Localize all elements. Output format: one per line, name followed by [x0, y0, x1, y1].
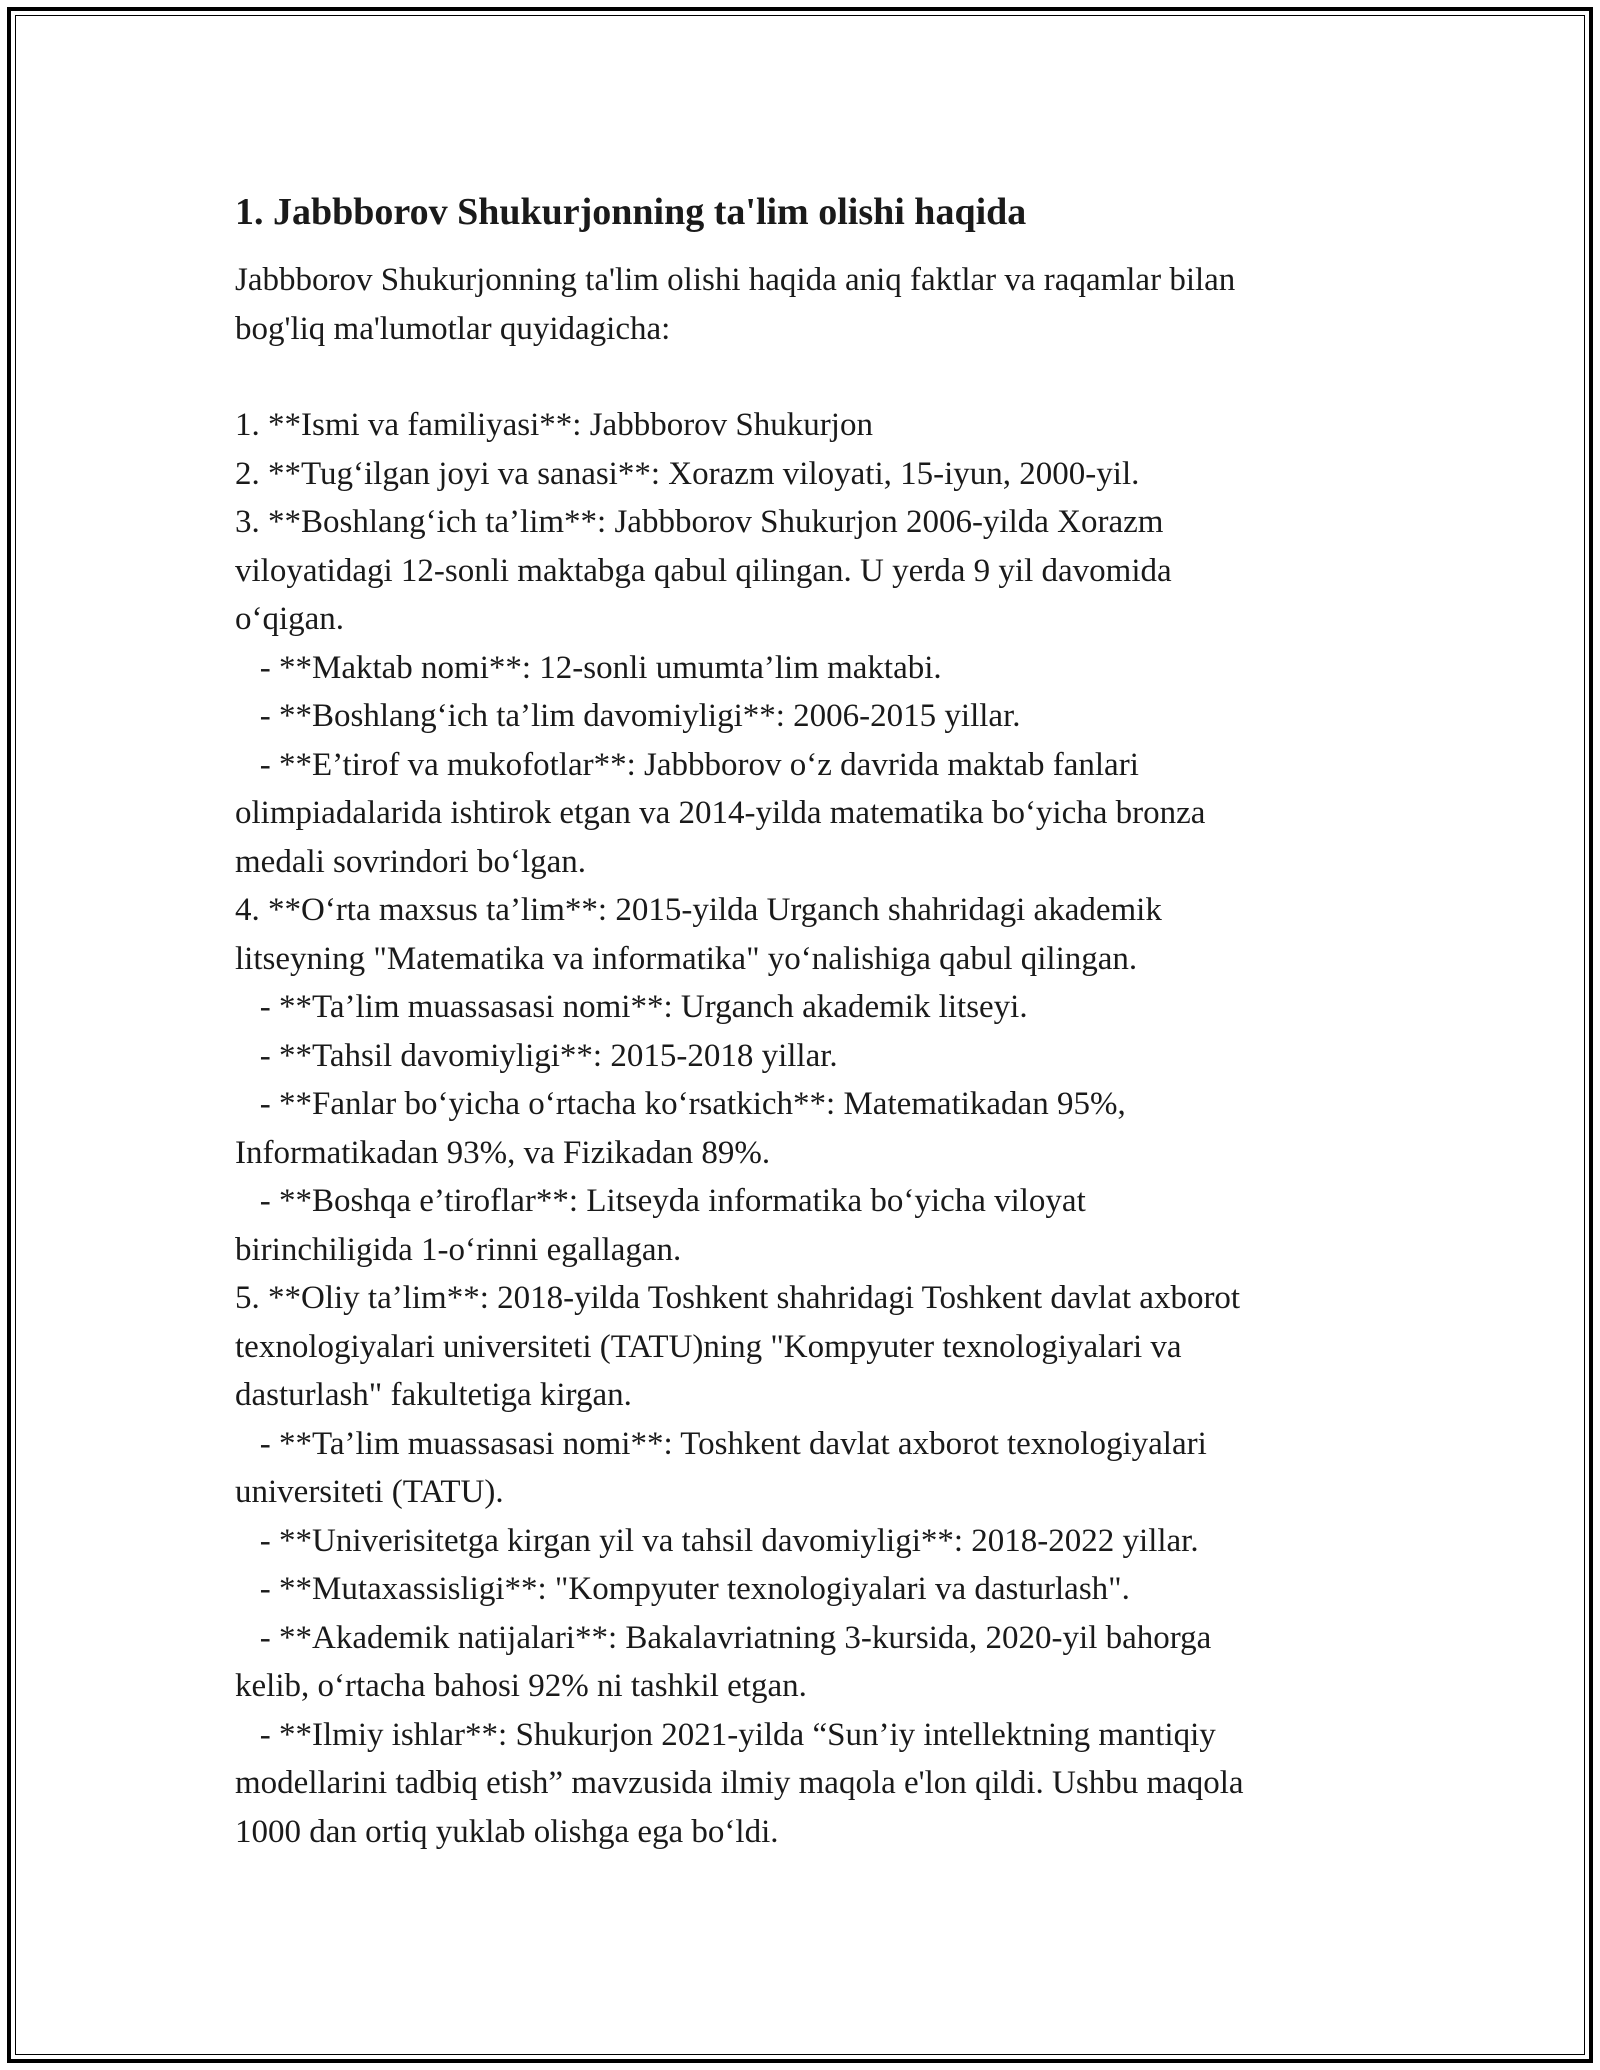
list-line: - **Ta’lim muassasasi nomi**: Toshkent davlat axborot texnologiyalari — [235, 1425, 1207, 1462]
page-title: 1. Jabbborov Shukurjonning ta'lim olishi haqida — [235, 191, 1027, 233]
list-line: 2. **Tug‘ilgan joyi va sanasi**: Xorazm viloyati, 15-iyun, 2000-yil. — [235, 455, 1140, 492]
list-line: - **Mutaxassisligi**: "Kompyuter texnologiyalari va dasturlash". — [235, 1571, 1130, 1607]
document-body — [235, 186, 1375, 1856]
list-line: 5. **Oliy ta’lim**: 2018-yilda Toshkent shahridagi Toshkent davlat axborot — [235, 1280, 1241, 1316]
list-line: - **E’tirof va mukofotlar**: Jabbborov o‘z davrida maktab fanlari — [235, 746, 1139, 783]
list-line: - **Tahsil davomiyligi**: 2015-2018 yillar. — [235, 1037, 838, 1074]
list-line: dasturlash" fakultetiga kirgan. — [235, 1377, 632, 1413]
education-list — [235, 401, 1375, 1856]
list-line: Informatikadan 93%, va Fizikadan 89%. — [235, 1134, 771, 1171]
intro-paragraph — [235, 256, 1375, 353]
list-line: - **Univerisitetga kirgan yil va tahsil davomiyligi**: 2018-2022 yillar. — [235, 1522, 1199, 1559]
list-line: 1000 dan ortiq yuklab olishga ega bo‘ldi. — [235, 1813, 779, 1850]
list-line: - **Maktab nomi**: 12-sonli umumta’lim maktabi. — [235, 649, 942, 686]
list-line: birinchiligida 1-o‘rinni egallagan. — [235, 1231, 682, 1268]
list-line: - **Ilmiy ishlar**: Shukurjon 2021-yilda “Sun’iy intellektning mantiqiy — [235, 1716, 1216, 1753]
list-line: kelib, o‘rtacha bahosi 92% ni tashkil etgan. — [235, 1668, 807, 1704]
list-line: 3. **Boshlang‘ich ta’lim**: Jabbborov Shukurjon 2006-yilda Xorazm — [235, 504, 1164, 540]
list-line: viloyatidagi 12-sonli maktabga qabul qilingan. U yerda 9 yil davomida — [235, 552, 1172, 589]
list-line: 1. **Ismi va familiyasi**: Jabbborov Shukurjon — [235, 407, 873, 443]
list-line: - **Ta’lim muassasasi nomi**: Urganch akademik litseyi. — [235, 989, 1028, 1025]
list-line: - **Boshlang‘ich ta’lim davomiyligi**: 2006-2015 yillar. — [235, 698, 1021, 734]
list-line: texnologiyalari universiteti (TATU)ning "Kompyuter texnologiyalari va — [235, 1328, 1182, 1365]
list-line: litseyning "Matematika va informatika" yo‘nalishiga qabul qilingan. — [235, 940, 1138, 977]
list-line: 4. **O‘rta maxsus ta’lim**: 2015-yilda Urganch shahridagi akademik — [235, 892, 1162, 928]
list-line: olimpiadalarida ishtirok etgan va 2014-yilda matematika bo‘yicha bronza — [235, 795, 1206, 831]
list-line: modellarini tadbiq etish” mavzusida ilmiy maqola e'lon qildi. Ushbu maqola — [235, 1765, 1244, 1801]
intro-line: bog'liq ma'lumotlar quyidagicha: — [235, 310, 671, 347]
list-line: o‘qigan. — [235, 601, 345, 637]
intro-line: Jabbborov Shukurjonning ta'lim olishi haqida aniq faktlar va raqamlar bilan — [235, 262, 1236, 298]
list-line: universiteti (TATU). — [235, 1474, 504, 1510]
list-line: - **Fanlar bo‘yicha o‘rtacha ko‘rsatkich**: Matematikadan 95%, — [235, 1086, 1126, 1122]
list-line: medali sovrindori bo‘lgan. — [235, 843, 587, 880]
list-line: - **Boshqa e’tiroflar**: Litseyda informatika bo‘yicha viloyat — [235, 1183, 1086, 1219]
list-line: - **Akademik natijalari**: Bakalavriatning 3-kursida, 2020-yil bahorga — [235, 1619, 1212, 1656]
